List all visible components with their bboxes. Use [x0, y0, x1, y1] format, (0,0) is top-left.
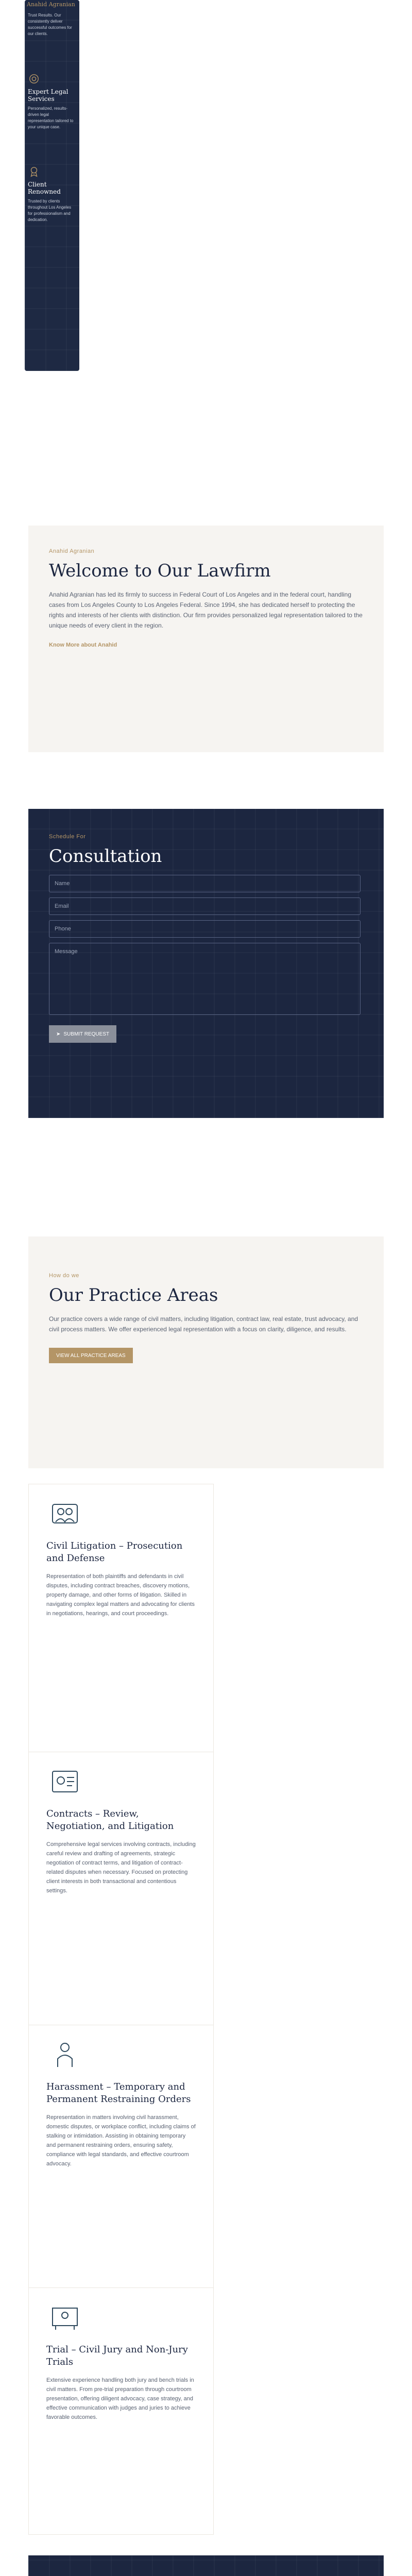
practice-title: Our Practice Areas — [49, 1285, 218, 1306]
courtroom-icon — [46, 2300, 83, 2334]
scales-icon — [46, 1497, 83, 1531]
practice-card-contracts[interactable] — [28, 1752, 214, 2050]
view-practice-button[interactable]: VIEW ALL PRACTICE AREAS — [49, 1348, 133, 1363]
practice-card-title: Harassment – Temporary and Permanent Restraining Orders — [46, 2081, 191, 2105]
award-icon — [28, 165, 40, 178]
practice-card-title: Contracts – Review, Negotiation, and Litigation — [46, 1808, 174, 1832]
logo-top: Anahid Agranian — [27, 1, 75, 8]
practice-body: Our practice covers a wide range of civil matters, including litigation, contract law, real estate, trust advocacy, and civil process matters. We offer experienced legal representation with a focus on clarity, diligence, and results. — [49, 1315, 358, 1333]
submit-request-button[interactable] — [49, 1025, 116, 1043]
practice-card-harassment[interactable] — [28, 2025, 214, 2313]
feature-card-expert — [25, 70, 79, 133]
practice-card-title: Civil Litigation – Prosecution and Defense — [46, 1540, 183, 1564]
practice-card-text: Representation in matters involving civil harassment, domestic disputes, or workplace conflict, including claims of stalking or intimidation. Assisting in obtaining temporary and permanent restraining orders, ensuring safety, compliance with legal standards, and effective courtroom advocacy. — [46, 2114, 196, 2167]
know-more-link[interactable]: Know More about Anahid — [49, 642, 117, 648]
welcome-section — [28, 526, 384, 752]
name-field[interactable]: Name — [49, 875, 360, 892]
practice-card-text: Comprehensive legal services involving contracts, including careful review and drafting of agreements, strategic negotiation of contract terms, and litigation of contract-related disputes when necessary. Focused on protecting client interests in both transactional and contentious settings. — [46, 1841, 196, 1894]
email-field[interactable]: Email — [49, 897, 360, 915]
practice-card-text: Representation of both plaintiffs and defendants in civil disputes, including contract breaches, discovery motions, property damage, and other forms of litigation. Skilled in navigating complex legal matters and advocating for clients in negotiations, hearings, and court proceedings. — [46, 1573, 195, 1617]
feature-card-text: Trust Results. Our consistently deliver successful outcomes for our clients. — [28, 13, 72, 36]
feature-card-text: Trusted by clients throughout Los Angeles for professionalism and dedication. — [28, 199, 72, 222]
welcome-tagline: Anahid Agranian — [49, 548, 95, 554]
feature-card-renowned — [25, 162, 79, 226]
submit-label: SUBMIT REQUEST — [63, 1031, 110, 1037]
practice-tagline: How do we — [49, 1273, 79, 1279]
target-icon — [28, 73, 40, 85]
practice-section — [28, 1236, 384, 1468]
message-field[interactable]: Message — [49, 943, 360, 1015]
welcome-body: Anahid Agranian has led its firmly to success in Federal Court of Los Angeles and in the federal court, handling cases from Los Angeles County to Los Angeles Federal. Since 1994, she has dedicated herself to protecting the rights and interests of her clients with distinction. Our firm provides personalized legal representation tailored to the unique needs of every client in the region. — [49, 591, 363, 629]
practice-card-title: Trial – Civil Jury and Non-Jury Trials — [46, 2344, 188, 2367]
consult-tagline: Schedule For — [49, 834, 86, 840]
phone-field[interactable]: Phone — [49, 920, 360, 938]
feature-card-title: Client Renowned — [28, 181, 61, 195]
practice-card-trial[interactable] — [28, 2287, 214, 2535]
feature-card-text: Personalized, results-driven legal representation tailored to your unique case. — [28, 106, 74, 129]
practice-card-civil[interactable] — [28, 1484, 214, 1783]
feature-cards — [25, 0, 79, 371]
adr-section — [28, 2555, 384, 2576]
person-shield-icon — [46, 2038, 83, 2072]
consult-title: Consultation — [49, 846, 162, 867]
send-icon: ➤ — [56, 1031, 61, 1037]
feature-card-title: Expert Legal Services — [28, 88, 68, 103]
feature-card-results — [25, 9, 79, 40]
practice-card-text: Extensive experience handling both jury and bench trials in civil matters. From pre-trial preparation through courtroom presentation, offering diligent advocacy, case strategy, and effective communication with judges and juries to achieve favorable outcomes. — [46, 2377, 194, 2420]
welcome-title: Welcome to Our Lawfirm — [49, 561, 271, 581]
consultation-section — [28, 809, 384, 1118]
contract-icon — [46, 1765, 83, 1799]
